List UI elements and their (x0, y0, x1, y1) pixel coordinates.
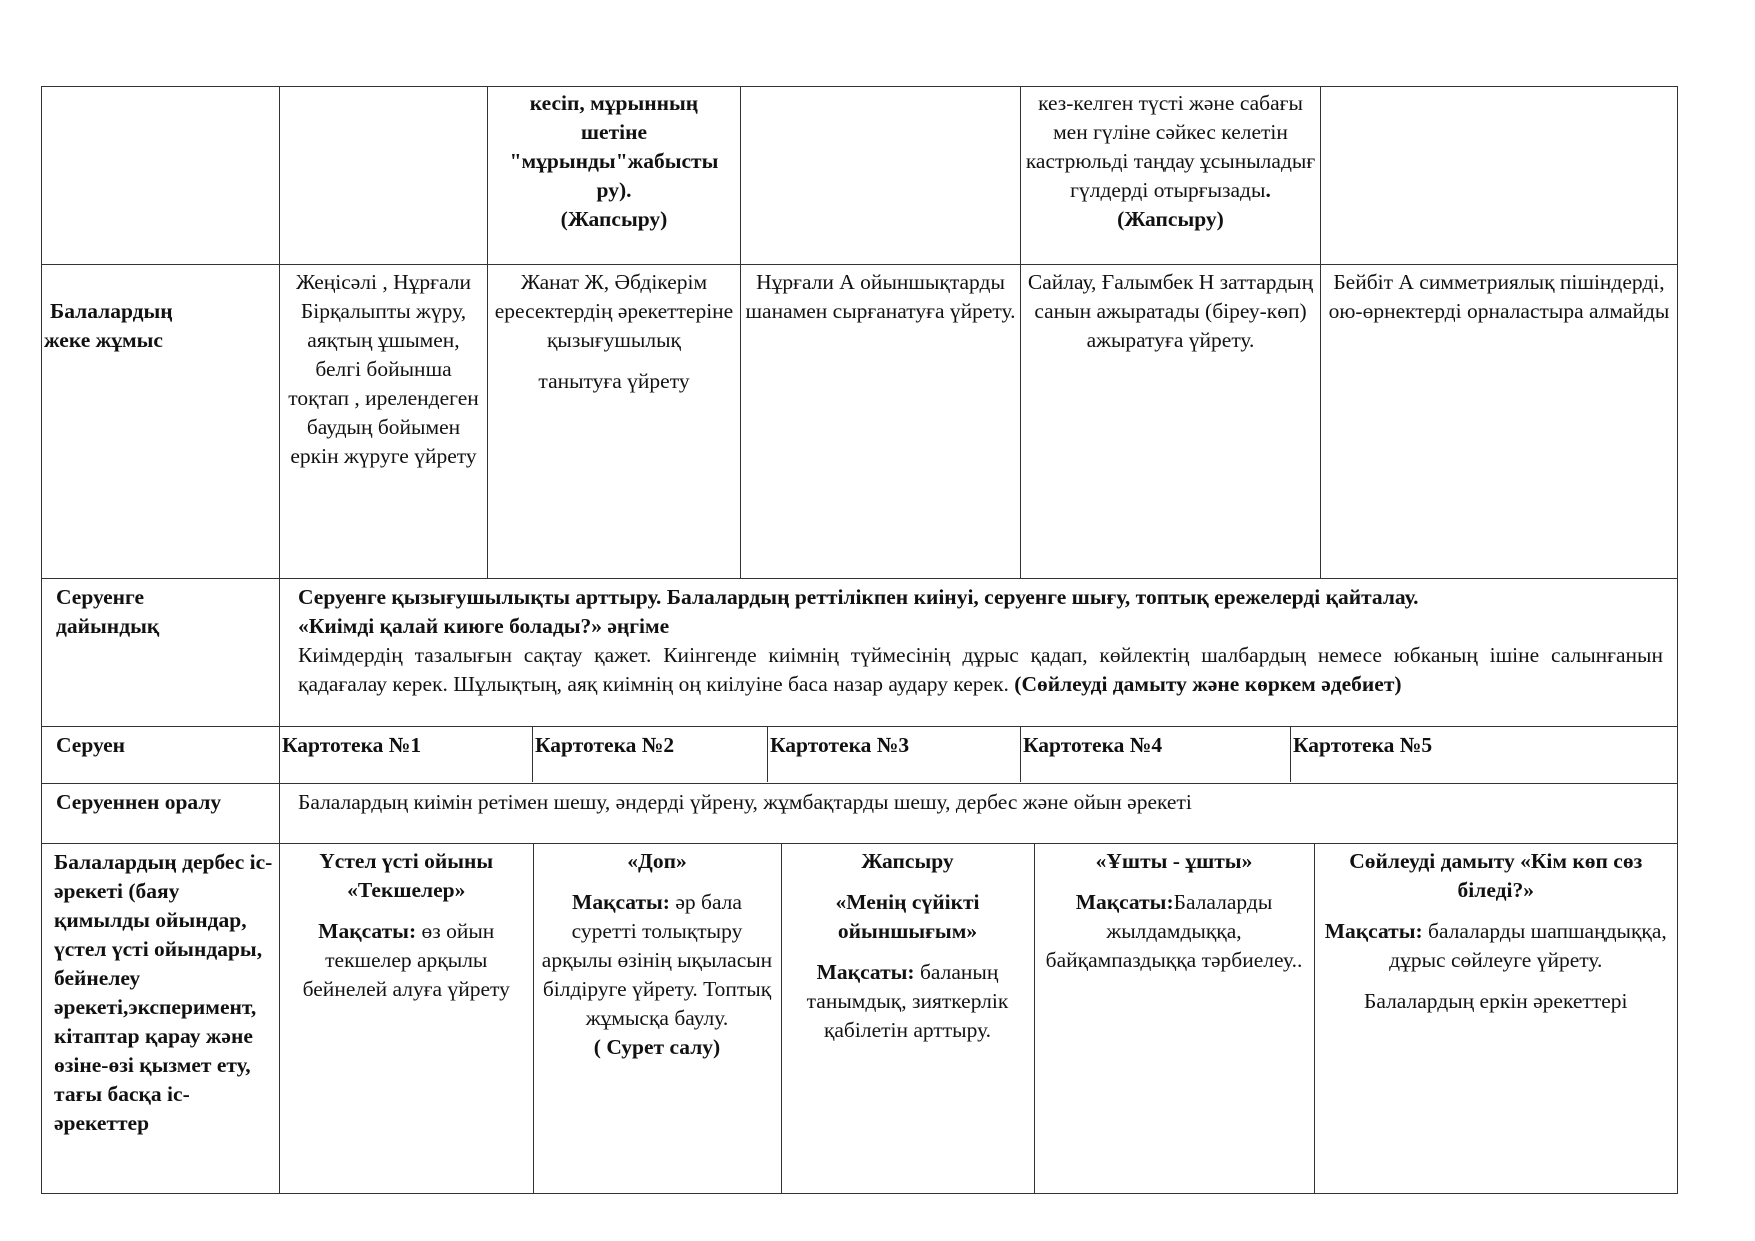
activity-title: Үстел үсті ойыны «Текшелер» (319, 849, 494, 902)
row-label-individual-work (42, 265, 280, 579)
activity-cell-fly-game (1034, 844, 1314, 1193)
text: Киімдердің тазалығын сақтау қажет. Киінгенде киімнің түймесінің дұрыс қадап, көйлектің шалбардың немесе юбканың ішіне салынғанын қадағалау керек. Шұлықтың, аяқ киімнің оң киілуіне баса назар аудару керек. (298, 643, 1663, 696)
text-line: "мұрынды"жабысты (509, 149, 719, 173)
cell-individual-mon: Жеңісәлі , Нұрғали Бірқалыпты жүру, аяқтың ұшымен, белгі бойынша тоқтап , ирелендеген баудың бойымен еркін жүруге үйрету (280, 265, 488, 579)
goal-label: Мақсаты: (318, 919, 417, 943)
table-row-return (42, 784, 1678, 844)
text: кез-келген түсті және сабағы мен гүліне сәйкес келетін кастрюльді таңдау ұсынылады (1025, 91, 1307, 173)
activity-goal (538, 888, 777, 1033)
activity-goal (1319, 917, 1674, 975)
cell-individual-tue (488, 265, 741, 579)
goal-text: өз ойын текшелер арқылы бейнелей алуға үйрету (302, 919, 510, 1001)
table-row-walk (42, 727, 1678, 784)
independent-activities-subtable (280, 844, 1677, 1193)
text: Серуенге қызығушылықты арттыру. Балалардың реттілікпен киінуі, серуенге шығу, топтық ережелерді қайталау. (298, 585, 1419, 609)
activity-goal (284, 917, 529, 1004)
activity-goal (786, 958, 1030, 1045)
activity-title: «Ұшты - ұшты» (1095, 849, 1253, 873)
text-line: (Жапсыру) (560, 207, 668, 231)
plan-table-sheet (41, 86, 1677, 1194)
text-line: Балалардың (50, 299, 173, 323)
cell-walk-cards (280, 727, 1678, 784)
goal-text: баланың танымдық, зияткерлік қабілетін арттыру. (806, 960, 1009, 1042)
daily-plan-table (41, 86, 1678, 1194)
activity-tag: . (Жапсыру) (1117, 178, 1271, 231)
text: ғ гүлдерді отырғызады (1070, 149, 1316, 202)
row-label-empty (42, 87, 280, 265)
row-label-independent-activity: Балалардың дербес іс-әрекеті (баяу қимылды ойындар, үстел үсті ойындары, бейнелеу әрекеті,эксперимент, кітаптар қарау және өзіне-өзі қызмет ету, тағы басқа іс-әрекеттер (42, 844, 280, 1194)
card-index-4: Картотека №4 (1021, 727, 1291, 782)
cell-flowers-pot (1021, 87, 1321, 265)
walk-cards-row (280, 727, 1677, 782)
text-line: жеке жұмыс (44, 328, 163, 352)
goal-label: Мақсаты: (816, 960, 915, 984)
goal-label: Мақсаты: (1075, 890, 1174, 914)
text: «Киімді қалай киюге болады?» әңгіме (298, 614, 670, 638)
card-index-5: Картотека №5 (1293, 733, 1433, 757)
text-line: шетіне (580, 120, 648, 144)
activity-title: Жапсыру (861, 849, 954, 873)
activity-tag: (Сөйлеуді дамыту және көркем әдебиет) (1014, 672, 1402, 696)
cell-individual-fri: Бейбіт А симметриялық пішіндерді, ою-өрнектерді орналастыра алмайды (1321, 265, 1678, 579)
text-line: Серуенге (56, 585, 145, 609)
activity-cell-ball (533, 844, 781, 1193)
paragraph (298, 641, 1663, 699)
goal-text: Балаларды жылдамдыққа, байқампаздыққа тәрбиелеу.. (1045, 890, 1303, 972)
activity-subtitle: «Менің сүйікті ойыншығым» (835, 890, 980, 943)
activity-note: Балалардың еркін әрекеттері (1364, 989, 1628, 1013)
goal-text: әр бала суретті толықтыру арқылы өзінің ықыласын білдіруге үйрету. Топтық жұмысқа баулу. (541, 890, 773, 1030)
activity-title: «Доп» (627, 849, 687, 873)
table-row-walk-preparation (42, 579, 1678, 727)
goal-text: балаларды шапшаңдыққа, дұрыс сөйлеуге үйрету. (1389, 919, 1667, 972)
cell-applique-nose (488, 87, 741, 265)
text-line: дайындық (56, 614, 160, 638)
card-index-2: Картотека №2 (533, 727, 768, 782)
cell-return: Балалардың киімін ретімен шешу, әндерді үйрену, жұмбақтарды шешу, дербес және ойын әрекеті (280, 784, 1678, 844)
text: танытуға үйрету (538, 369, 690, 393)
activity-goal (1039, 888, 1310, 975)
activity-title: Сөйлеуді дамыту «Кім көп сөз біледі?» (1349, 849, 1643, 902)
row-label-walk-preparation (42, 579, 280, 727)
row-label-return: Серуеннен оралу (42, 784, 280, 844)
activity-cell-speech (1314, 844, 1677, 1193)
goal-label: Мақсаты: (572, 890, 670, 914)
goal-label: Мақсаты: (1324, 919, 1423, 943)
text-line: кесіп, мұрынның (529, 91, 699, 115)
activity-cell-table-game (280, 844, 533, 1193)
cell-empty-3 (741, 87, 1021, 265)
table-row-independent-activity (42, 844, 1678, 1194)
cell-individual-thu: Сайлау, Ғалымбек Н заттардың санын ажыратады (біреу-көп) ажыратуға үйрету. (1021, 265, 1321, 579)
cell-walk-preparation (280, 579, 1678, 727)
activity-cell-applique (781, 844, 1034, 1193)
cell-empty-1 (280, 87, 488, 265)
cell-individual-wed: Нұрғали А ойыншықтарды шанамен сырғанатуға үйрету. (741, 265, 1021, 579)
cell-empty-5 (1321, 87, 1678, 265)
activity-tag: ( Сурет салу) (593, 1035, 721, 1059)
card-index-3: Картотека №3 (768, 727, 1021, 782)
table-row-continuation (42, 87, 1678, 265)
card-index-1: Картотека №1 (280, 727, 533, 782)
cell-independent-activities (280, 844, 1678, 1194)
row-label-walk: Серуен (42, 727, 280, 784)
text: Жанат Ж, Әбдікерім ересектердің әрекеттеріне қызығушылық (494, 270, 734, 352)
text-line: ру). (596, 178, 632, 202)
table-row-individual-work (42, 265, 1678, 579)
